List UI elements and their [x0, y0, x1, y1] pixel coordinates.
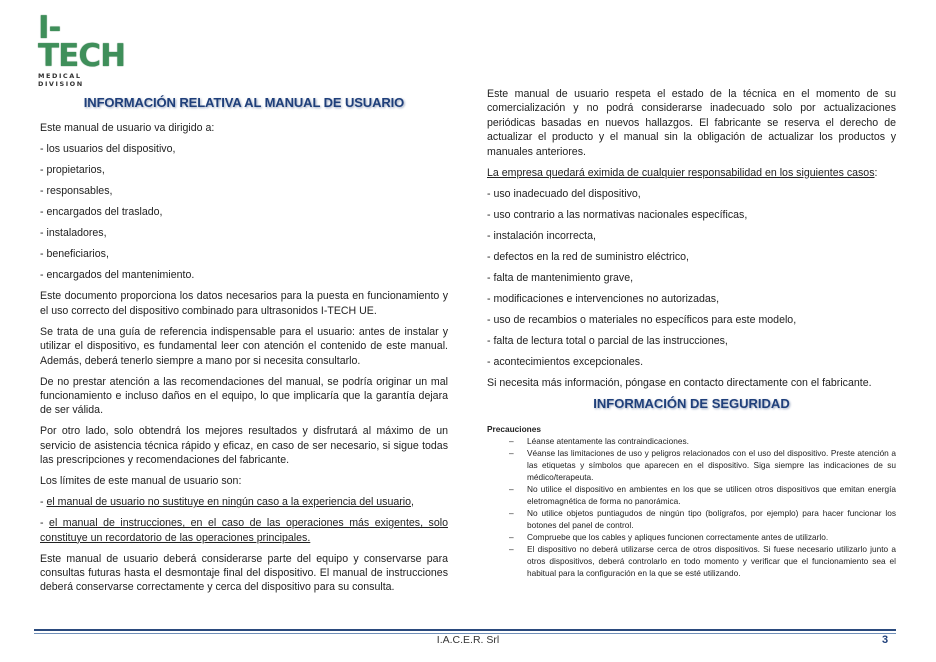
precaution-text: Compruebe que los cables y apliques funcionen correctamente antes de utilizarlo. — [527, 532, 829, 543]
dash-bullet: – — [509, 484, 514, 495]
user-item: - encargados del mantenimiento. — [40, 269, 195, 282]
dash-bullet: – — [509, 532, 514, 543]
liability-colon: : — [874, 166, 878, 179]
dash-bullet: – — [509, 436, 514, 447]
limit-text: el manual de instrucciones, en el caso de las operaciones más exigentes, solo constituye un recordatorio de las operaciones principales. — [40, 517, 448, 544]
user-item: - los usuarios del dispositivo, — [40, 143, 176, 156]
precaution-text: Léanse atentamente las contraindicaciones. — [527, 436, 689, 447]
precaution-item — [487, 447, 896, 483]
left-column — [40, 96, 448, 601]
precaution-item — [487, 507, 896, 531]
paragraph: Se trata de una guía de referencia indispensable para el usuario: antes de instalar y utilizar el dispositivo, es fundamental leer con atención el contenido de este manual. Además, deberá tenerlo siempre a mano por si necesita consultarlo. — [40, 325, 448, 367]
limit-suffix: , — [411, 496, 414, 509]
user-item: - responsables, — [40, 185, 113, 198]
liability-intro — [487, 166, 896, 180]
limit-item — [40, 495, 448, 509]
case-item: - falta de lectura total o parcial de las instrucciones, — [487, 334, 728, 347]
paragraph: Este manual de usuario deberá considerarse parte del equipo y conservarse para consultas futuras hasta el desmontaje final del dispositivo. El manual de instrucciones deberá conservarse correctamente y cerca del dispositivo para su consulta. — [40, 552, 448, 594]
safety-heading: INFORMACIÓN DE SEGURIDAD — [593, 395, 790, 411]
liability-text: La empresa quedará eximida de cualquier responsabilidad en los siguientes casos — [487, 166, 875, 179]
right-column — [487, 87, 896, 579]
limit-prefix: - — [40, 496, 47, 509]
dash-bullet: – — [509, 544, 514, 555]
precaution-text: Véanse las limitaciones de uso y peligros relacionados con el uso del dispositivo. Preste atención a las etiquetas y símbolos que aparecen en el dispositivo. Siga siempre las indicaciones de su médico/terapeuta. — [527, 448, 896, 483]
case-item: - modificaciones e intervenciones no autorizadas, — [487, 292, 720, 305]
precautions-list — [487, 435, 896, 579]
paragraph: Por otro lado, solo obtendrá los mejores resultados y disfrutará al máximo de un servicio de asistencia técnica rápido y eficaz, en caso de ser necesario, si sigue todas las prescripciones y recomendaciones del fabricante. — [40, 425, 448, 467]
dash-bullet: – — [509, 448, 514, 459]
case-item: - acontecimientos excepcionales. — [487, 355, 644, 368]
case-item: - defectos en la red de suministro eléctrico, — [487, 250, 689, 263]
logo-wordmark: I-TECH — [38, 10, 126, 74]
precaution-item — [487, 435, 896, 447]
page-number: 3 — [882, 634, 889, 646]
footer-company: I.A.C.E.R. Srl — [436, 634, 500, 646]
case-item: - uso inadecuado del dispositivo, — [487, 187, 641, 200]
precautions-title: Precauciones — [487, 424, 541, 435]
precaution-text: No utilice objetos puntiagudos de ningún tipo (bolígrafos, por ejemplo) para hacer funcionar los botones del panel de control. — [527, 508, 896, 531]
contact-text: Si necesita más información, póngase en contacto directamente con el fabricante. — [487, 376, 872, 389]
footer-rule — [34, 629, 896, 631]
user-item: - encargados del traslado, — [40, 206, 163, 219]
user-item: - instaladores, — [40, 227, 107, 240]
intro-text: Este manual de usuario va dirigido a: — [40, 122, 215, 135]
limits-intro: Los límites de este manual de usuario son: — [40, 475, 242, 488]
case-item: - uso de recambios o materiales no específicos para este modelo, — [487, 313, 797, 326]
user-item: - beneficiarios, — [40, 248, 109, 261]
paragraph: Este documento proporciona los datos necesarios para la puesta en funcionamiento y el uso correcto del dispositivo combinado para ultrasonidos I-TECH UE. — [40, 290, 448, 317]
case-item: - uso contrario a las normativas nacionales específicas, — [487, 208, 748, 221]
limit-item — [40, 516, 448, 545]
paragraph: De no prestar atención a las recomendaciones del manual, se podría originar un mal funcionamiento e incluso daños en el equipo, lo que implicaría que la garantía dejara de ser válida. — [40, 375, 448, 417]
user-item: - propietarios, — [40, 164, 105, 177]
paragraph: Este manual de usuario respeta el estado de la técnica en el momento de su comercialización y no podrá considerarse inadecuado solo por actualizaciones periódicas basadas en nuevos hallazgos. El fabricante se reserva el derecho de actualizar el producto y el manual sin la obligación de actualizar los productos y manuales anteriores. — [487, 88, 896, 158]
limit-prefix: - — [40, 517, 50, 530]
precaution-item — [487, 543, 896, 579]
case-item: - falta de mantenimiento grave, — [487, 271, 634, 284]
precaution-text: El dispositivo no deberá utilizarse cerca de otros dispositivos. Si fuese necesario utilizarlo junto a otros dispositivos, deberá controlarlo en todo momento y verificar que el funcionamiento sea el habitual para la configuración en la que se esté utilizando. — [527, 544, 896, 579]
precaution-item — [487, 483, 896, 507]
dash-bullet: – — [509, 508, 514, 519]
limit-text: el manual de usuario no sustituye en ningún caso a la experiencia del usuario — [46, 496, 412, 509]
manual-info-heading: INFORMACIÓN RELATIVA AL MANUAL DE USUARIO — [83, 95, 405, 110]
precaution-text: No utilice el dispositivo en ambientes en los que se utilicen otros dispositivos que emitan energía eletromagnética de forma no panorámica. — [527, 484, 896, 507]
precaution-item — [487, 531, 896, 543]
case-item: - instalación incorrecta, — [487, 229, 596, 242]
company-logo — [38, 10, 126, 88]
logo-subtitle: MEDICAL DIVISION — [38, 72, 84, 88]
